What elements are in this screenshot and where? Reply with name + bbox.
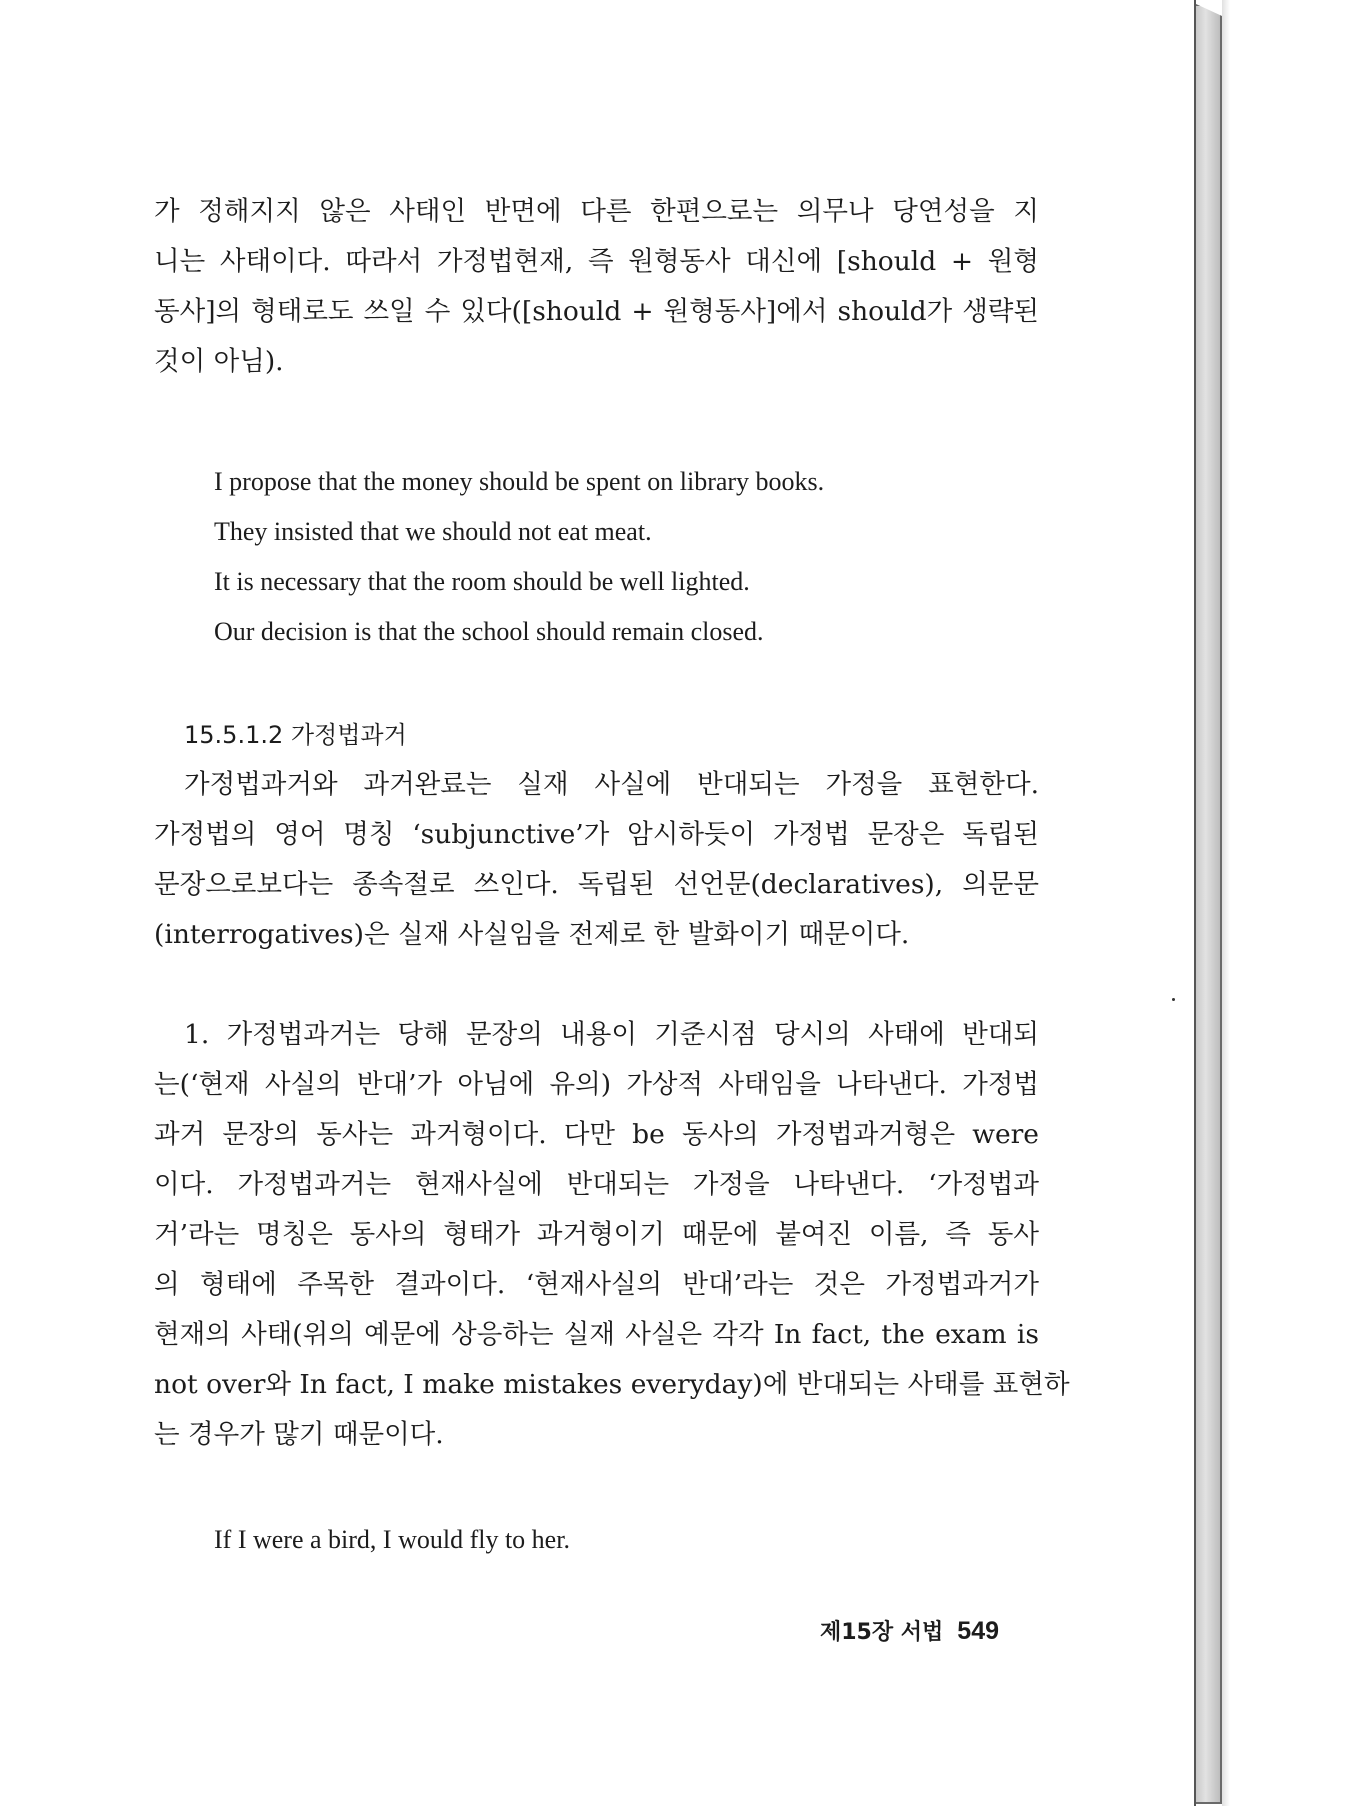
paragraph-section	[154, 760, 1039, 960]
page-footer	[820, 1615, 999, 1646]
text-line: 현재의 사태(위의 예문에 상응하는 실재 사실은 각각 In fact, the exam is	[154, 1319, 1039, 1350]
page-number: 549	[957, 1617, 1000, 1645]
paragraph-item-1	[154, 1010, 1070, 1460]
text-line: 동사]의 형태로도 쓰일 수 있다([should + 원형동사]에서 should가 생략된	[154, 296, 1039, 327]
text-line: 문장으로보다는 종속절로 쓰인다. 독립된 선언문(declaratives), 의문문	[154, 869, 1039, 900]
text-line: 는 경우가 많기 때문이다.	[154, 1419, 444, 1450]
example-sentence: Our decision is that the school should remain closed.	[214, 617, 764, 646]
text-line: 이다. 가정법과거는 현재사실에 반대되는 가정을 나타낸다. ‘가정법과	[154, 1169, 1039, 1200]
text-line: 가정법과거와 과거완료는 실재 사실에 반대되는 가정을 표현한다.	[184, 769, 1039, 800]
text-line: 는(‘현재 사실의 반대’가 아님에 유의) 가상적 사태임을 나타낸다. 가정법	[154, 1069, 1039, 1100]
page-edge	[1196, 4, 1222, 1804]
page-shadow	[1222, 0, 1230, 1806]
chapter-title: 제15장 서법	[820, 1620, 944, 1645]
section-title: 15.5.1.2 가정법과거	[184, 721, 407, 749]
example-sentence: If I were a bird, I would fly to her.	[214, 1525, 570, 1554]
text-line: 1. 가정법과거는 당해 문장의 내용이 기준시점 당시의 사태에 반대되	[184, 1019, 1039, 1050]
example-sentence: I propose that the money should be spent on library books.	[214, 467, 825, 496]
text-line: 가 정해지지 않은 사태인 반면에 다른 한편으로는 의무나 당연성을 지	[154, 196, 1039, 227]
text-line: 것이 아님).	[154, 346, 284, 377]
text-line: (interrogatives)은 실재 사실임을 전제로 한 발화이기 때문이다.	[154, 919, 910, 950]
text-line: 과거 문장의 동사는 과거형이다. 다만 be 동사의 가정법과거형은 were	[154, 1119, 1039, 1150]
paragraph-top	[154, 187, 1039, 387]
text-line: not over와 In fact, I make mistakes everyday)에 반대되는 사태를 표현하	[154, 1369, 1070, 1400]
speck	[1172, 998, 1175, 1001]
example-sentence: It is necessary that the room should be well lighted.	[214, 567, 750, 596]
example-sentence: They insisted that we should not eat meat.	[214, 517, 652, 546]
text-line: 가정법의 영어 명칭 ‘subjunctive’가 암시하듯이 가정법 문장은 독립된	[154, 819, 1039, 850]
text-line: 니는 사태이다. 따라서 가정법현재, 즉 원형동사 대신에 [should + 원형	[154, 246, 1039, 277]
text-line: 의 형태에 주목한 결과이다. ‘현재사실의 반대’라는 것은 가정법과거가	[154, 1269, 1039, 1300]
text-line: 거’라는 명칭은 동사의 형태가 과거형이기 때문에 붙여진 이름, 즉 동사	[154, 1219, 1039, 1250]
